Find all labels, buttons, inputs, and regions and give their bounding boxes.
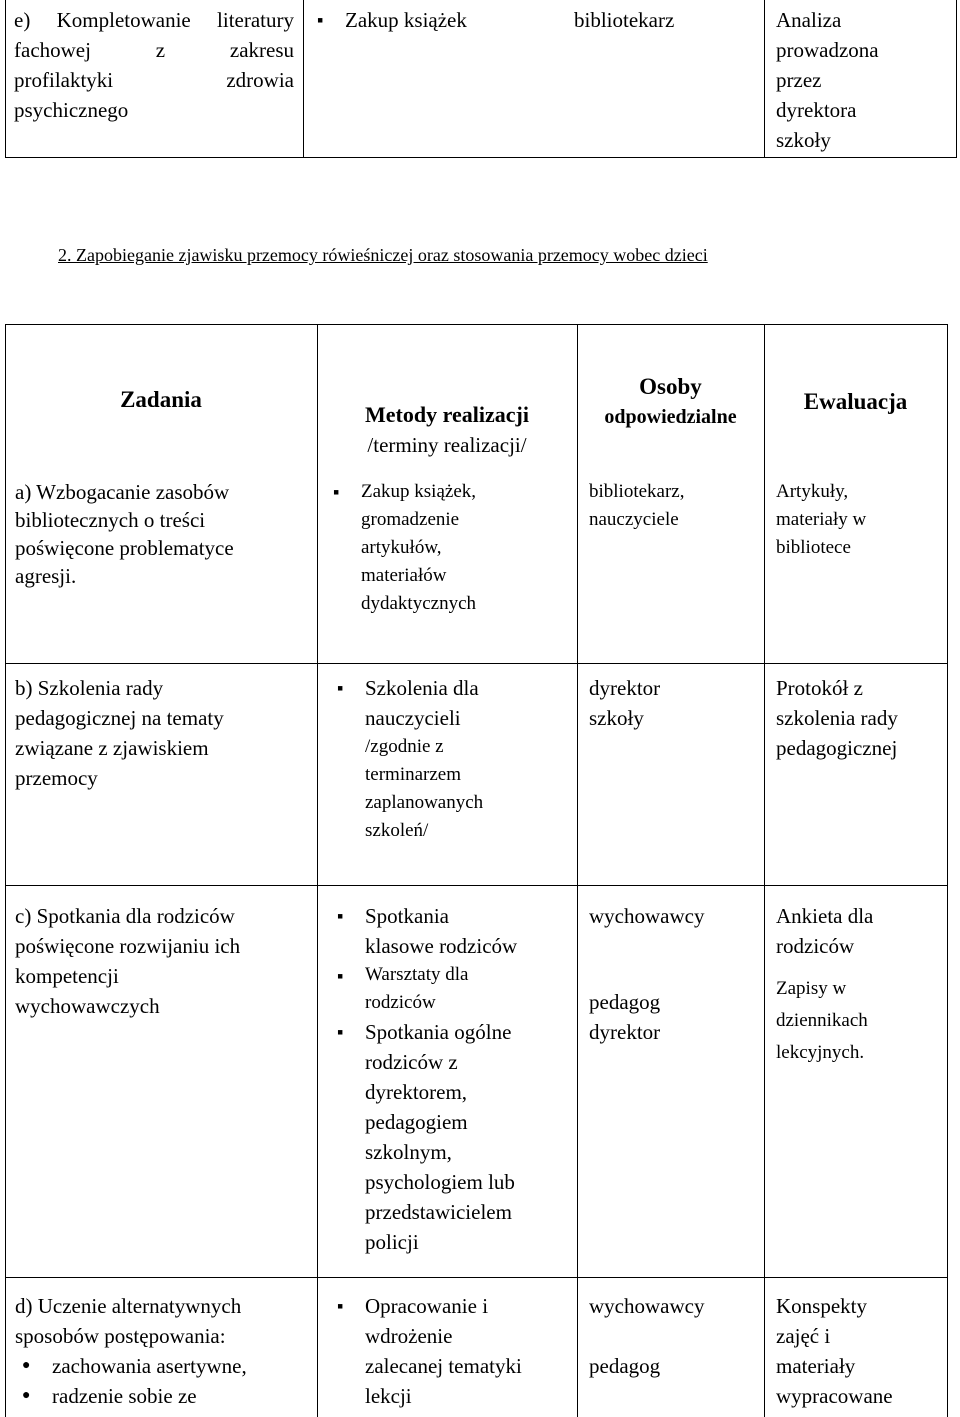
row-b-evaluation: Protokół z szkolenia rady pedagogicznej — [776, 676, 898, 760]
method-item: ▪ Warsztaty dla rodziców — [365, 961, 573, 1017]
row-a-persons: bibliotekarz, nauczyciele — [589, 481, 685, 530]
method-item: ▪ Zakup książek, gromadzenie artykułów, materiałów dydaktycznych — [361, 478, 571, 618]
row-a-methods — [361, 478, 571, 618]
row-d-persons: wychowawcy pedagog — [589, 1294, 705, 1378]
row-b-persons: dyrektor szkoły — [589, 676, 661, 730]
task-bullet: ● zachowania asertywne, — [52, 1351, 313, 1381]
row-b-task: b) Szkolenia rady pedagogicznej na tematy związane z zjawiskiem przemocy — [15, 676, 224, 790]
header-evaluation: Ewaluacja — [803, 389, 908, 414]
header-tasks: Zadania — [120, 387, 202, 412]
row-b-methods — [365, 673, 570, 845]
top-person-cell: bibliotekarz — [574, 8, 675, 32]
row-c-evaluation: Ankieta dla rodziców Zapisy w dziennikach lekcyjnych. — [776, 904, 874, 1063]
method-item: ▪ Opracowanie i wdrożenie zalecanej tematyki lekcji — [365, 1291, 573, 1411]
top-method-cell — [345, 5, 545, 35]
row-c-task: c) Spotkania dla rodziców poświęcone rozwijaniu ich kompetencji wychowawczych — [15, 904, 241, 1018]
method-item: ▪ Spotkania klasowe rodziców — [365, 901, 573, 961]
row-d-methods — [365, 1291, 573, 1411]
top-task-cell: e) Kompletowanie literatury fachowej z zakresu profilaktyki zdrowia psychicznego — [14, 8, 294, 122]
task-bullet: ● radzenie sobie ze — [52, 1381, 313, 1411]
header-persons: Osoby odpowiedzialne — [604, 374, 737, 428]
header-methods: Metody realizacji /terminy realizacji/ — [365, 402, 529, 457]
row-a-task: a) Wzbogacanie zasobów bibliotecznych o treści poświęcone problematyce agresji. — [15, 480, 234, 588]
row-c-persons: wychowawcy pedagog dyrektor — [589, 904, 705, 1044]
top-method-item: ▪ Zakup książek — [345, 5, 545, 35]
top-evaluation-cell: Analiza prowadzona przez dyrektora szkoły — [776, 8, 879, 152]
row-d-task: d) Uczenie alternatywnych sposobów postępowania: ● zachowania asertywne, ● radzenie sobie ze — [15, 1291, 313, 1411]
method-item: ▪ Szkolenia dla nauczycieli /zgodnie z terminarzem zaplanowanych szkoleń/ — [365, 673, 570, 845]
row-a-evaluation: Artykuły, materiały w bibliotece — [776, 481, 867, 558]
row-d-evaluation: Konspekty zajęć i materiały wypracowane — [776, 1294, 893, 1408]
row-c-methods — [365, 901, 573, 1257]
section-heading: 2. Zapobieganie zjawisku przemocy rówieśniczej oraz stosowania przemocy wobec dzieci — [58, 245, 708, 265]
method-item: ▪ Spotkania ogólne rodziców z dyrektorem, pedagogiem szkolnym, psychologiem lub przedstawicielem policji — [365, 1017, 573, 1257]
